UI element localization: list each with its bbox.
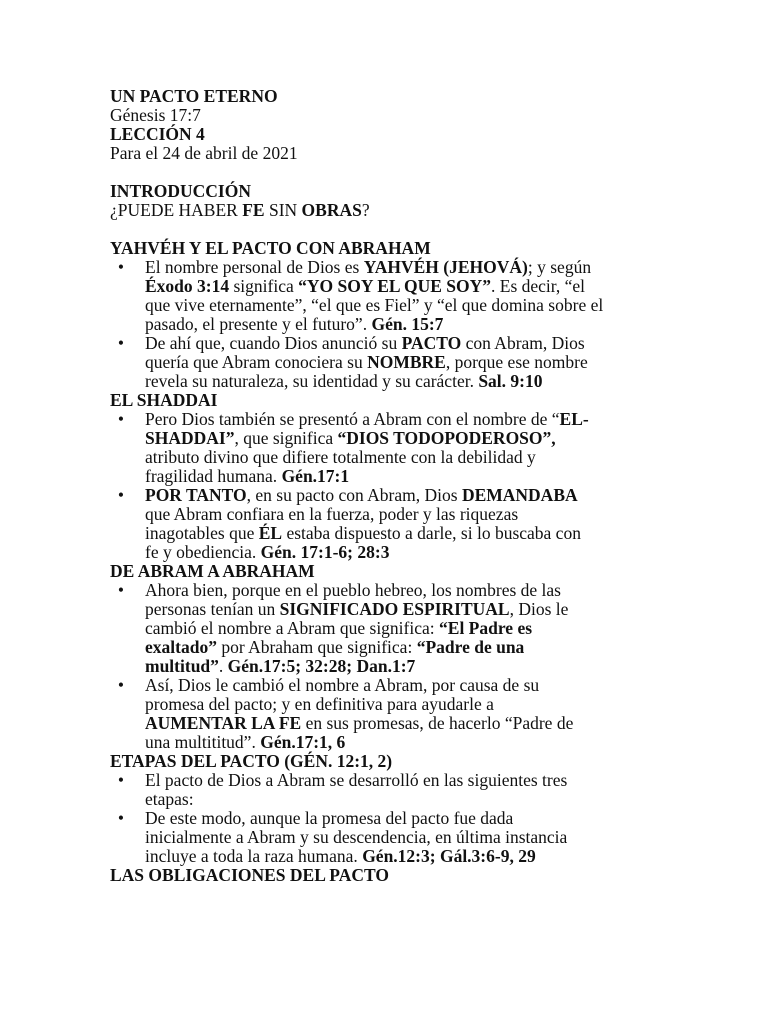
- text-run: estaba dispuesto a darle, si lo buscaba con: [282, 523, 581, 543]
- list-item: [110, 334, 655, 391]
- list-item: [110, 258, 655, 334]
- text-run: El pacto de Dios a Abram se desarrolló en las siguientes tres: [145, 770, 568, 790]
- text-run: quería que Abram conociera su: [145, 352, 368, 372]
- section-heading: EL SHADDAI: [110, 390, 218, 410]
- text-line: [145, 714, 655, 733]
- bullet-icon: •: [117, 333, 125, 353]
- bold-text: Gén.17:5; 32:28; Dan.1:7: [227, 656, 416, 676]
- text-run: cambió el nombre a Abram que significa:: [145, 618, 440, 638]
- text-line: [145, 277, 655, 296]
- text-run: atributo divino que difiere totalmente con la debilidad y: [145, 447, 536, 467]
- intro-heading: INTRODUCCIÓN: [110, 181, 251, 201]
- text-run: que vive eternamente”, “el que es Fiel” y “el que domina sobre el: [145, 295, 604, 315]
- text-run: , en su pacto con Abram, Dios: [246, 485, 462, 505]
- text-line: [145, 410, 655, 429]
- bold-text: “El Padre es: [439, 618, 533, 638]
- bold-text: “DIOS TODOPODEROSO”,: [337, 428, 556, 448]
- list-item-text: [145, 410, 655, 486]
- bullet-icon: •: [117, 580, 125, 600]
- bold-text: Sal. 9:10: [478, 371, 543, 391]
- bullet-list: [110, 581, 655, 752]
- bold-text: Gén.17:1: [281, 466, 350, 486]
- text-run: , que significa: [234, 428, 338, 448]
- intro-question: [110, 201, 655, 220]
- text-line: [145, 353, 655, 372]
- text-line: [145, 296, 655, 315]
- bullet-list: [110, 410, 655, 562]
- text-run: El nombre personal de Dios es: [145, 257, 364, 277]
- text-line: [145, 638, 655, 657]
- bold-text: Gén. 15:7: [371, 314, 444, 334]
- text-line: [145, 467, 655, 486]
- text-line: [145, 581, 655, 600]
- text-line: [145, 315, 655, 334]
- list-item-text: [145, 809, 655, 866]
- text-run: inagotables que: [145, 523, 259, 543]
- bold-text: Éxodo 3:14: [145, 276, 230, 296]
- section: [110, 391, 655, 562]
- text-run: .: [218, 656, 228, 676]
- list-item: [110, 486, 655, 562]
- bold-text: Gén. 17:1-6; 28:3: [260, 542, 390, 562]
- bold-text: multitud”: [145, 656, 219, 676]
- bullet-icon: •: [117, 808, 125, 828]
- text-run: Así, Dios le cambió el nombre a Abram, por causa de su: [145, 675, 540, 695]
- text-line: [145, 334, 655, 353]
- section-heading: DE ABRAM A ABRAHAM: [110, 561, 315, 581]
- text-run: SIN: [264, 200, 302, 220]
- list-item-text: [145, 258, 655, 334]
- list-item-text: [145, 771, 655, 809]
- text-line: [145, 448, 655, 467]
- text-run: Pero Dios también se presentó a Abram con el nombre de “: [145, 409, 560, 429]
- sections-container: [110, 239, 655, 885]
- text-line: [145, 790, 655, 809]
- text-run: De ahí que, cuando Dios anunció su: [145, 333, 402, 353]
- text-run: . Es decir, “el: [491, 276, 586, 296]
- text-line: [145, 733, 655, 752]
- text-run: en sus promesas, de hacerlo “Padre de: [301, 713, 574, 733]
- text-run: fe y obediencia.: [145, 542, 261, 562]
- text-run: , Dios le: [509, 599, 569, 619]
- bold-text: FE: [242, 200, 265, 220]
- text-line: [145, 695, 655, 714]
- bold-text: OBRAS: [301, 200, 362, 220]
- text-run: fragilidad humana.: [145, 466, 282, 486]
- list-item-text: [145, 581, 655, 676]
- text-run: que Abram confiara en la fuerza, poder y las riquezas: [145, 504, 519, 524]
- scripture-reference: Génesis 17:7: [110, 105, 201, 125]
- bullet-icon: •: [117, 770, 125, 790]
- text-line: [145, 372, 655, 391]
- text-line: [145, 505, 655, 524]
- text-run: ?: [361, 200, 370, 220]
- bold-text: DEMANDABA: [461, 485, 578, 505]
- text-run: personas tenían un: [145, 599, 280, 619]
- bold-text: SIGNIFICADO ESPIRITUAL: [279, 599, 510, 619]
- list-item-text: [145, 676, 655, 752]
- bold-text: PACTO: [401, 333, 462, 353]
- bullet-list: [110, 258, 655, 391]
- list-item: [110, 809, 655, 866]
- text-line: [145, 524, 655, 543]
- text-line: [145, 847, 655, 866]
- text-line: [145, 619, 655, 638]
- section: [110, 752, 655, 866]
- text-line: [145, 258, 655, 277]
- text-line: [145, 429, 655, 448]
- section-heading: LAS OBLIGACIONES DEL PACTO: [110, 865, 389, 885]
- text-line: [145, 600, 655, 619]
- bold-text: “YO SOY EL QUE SOY”: [298, 276, 491, 296]
- text-line: [145, 809, 655, 828]
- bullet-icon: •: [117, 485, 125, 505]
- text-run: una multititud”.: [145, 732, 261, 752]
- list-item-text: [145, 486, 655, 562]
- bullet-icon: •: [117, 409, 125, 429]
- bold-text: AUMENTAR LA FE: [145, 713, 302, 733]
- spacer: [110, 220, 655, 239]
- text-line: [145, 486, 655, 505]
- text-run: revela su naturaleza, su identidad y su carácter.: [145, 371, 479, 391]
- section-heading: YAHVÉH Y EL PACTO CON ABRAHAM: [110, 238, 431, 258]
- spacer: [110, 163, 655, 182]
- section-heading: ETAPAS DEL PACTO (GÉN. 12:1, 2): [110, 751, 393, 771]
- text-run: pasado, el presente y el futuro”.: [145, 314, 372, 334]
- section: [110, 562, 655, 752]
- text-line: [145, 657, 655, 676]
- bullet-icon: •: [117, 257, 125, 277]
- bold-text: POR TANTO: [145, 485, 247, 505]
- text-line: [145, 828, 655, 847]
- text-line: [145, 771, 655, 790]
- text-run: con Abram, Dios: [461, 333, 585, 353]
- lesson-date: Para el 24 de abril de 2021: [110, 143, 298, 163]
- text-run: significa: [229, 276, 299, 296]
- bold-text: Gén.12:3; Gál.3:6-9, 29: [362, 846, 536, 866]
- bold-text: EL-: [559, 409, 589, 429]
- text-run: De este modo, aunque la promesa del pacto fue dada: [145, 808, 514, 828]
- text-run: promesa del pacto; y en definitiva para ayudarle a: [145, 694, 494, 714]
- bold-text: ÉL: [258, 523, 283, 543]
- bold-text: YAHVÉH (JEHOVÁ): [363, 257, 528, 277]
- document-title: UN PACTO ETERNO: [110, 86, 278, 106]
- bold-text: Gén.17:1, 6: [260, 732, 346, 752]
- text-run: ¿PUEDE HABER: [110, 200, 243, 220]
- section: [110, 239, 655, 391]
- bold-text: “Padre de una: [416, 637, 525, 657]
- bullet-list: [110, 771, 655, 866]
- bold-text: SHADDAI”: [145, 428, 235, 448]
- text-run: ; y según: [527, 257, 592, 277]
- text-run: etapas:: [145, 789, 194, 809]
- document-content: [110, 87, 655, 885]
- bullet-icon: •: [117, 675, 125, 695]
- list-item: [110, 771, 655, 809]
- text-run: incluye a toda la raza humana.: [145, 846, 363, 866]
- lesson-label: LECCIÓN 4: [110, 124, 205, 144]
- bold-text: exaltado”: [145, 637, 217, 657]
- text-line: [145, 543, 655, 562]
- text-run: por Abraham que significa:: [216, 637, 417, 657]
- section: [110, 866, 655, 885]
- list-item: [110, 676, 655, 752]
- text-run: Ahora bien, porque en el pueblo hebreo, los nombres de las: [145, 580, 561, 600]
- text-line: [145, 676, 655, 695]
- list-item: [110, 410, 655, 486]
- bold-text: NOMBRE: [367, 352, 446, 372]
- list-item: [110, 581, 655, 676]
- text-run: inicialmente a Abram y su descendencia, en última instancia: [145, 827, 568, 847]
- text-run: , porque ese nombre: [445, 352, 588, 372]
- list-item-text: [145, 334, 655, 391]
